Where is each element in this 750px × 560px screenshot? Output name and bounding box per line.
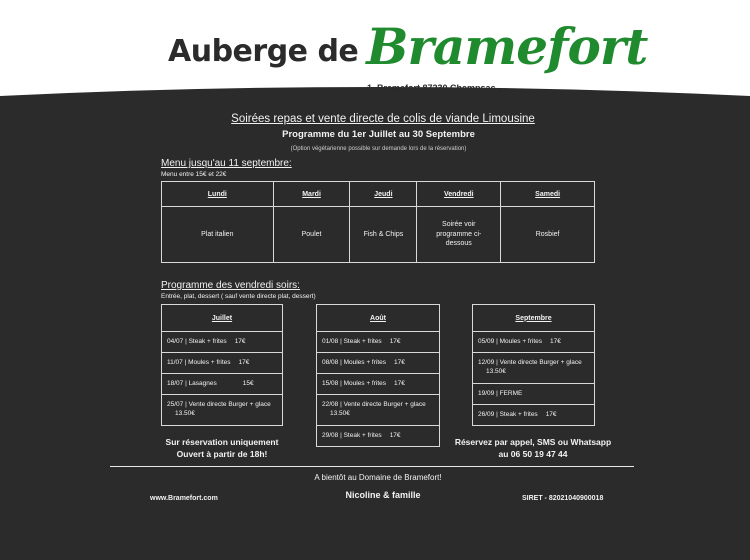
contact-note <box>455 436 611 461</box>
friday-row <box>162 374 283 395</box>
friday-dish: 19/09 | FERME <box>478 389 523 397</box>
friday-row <box>162 353 283 374</box>
friday-dish: 18/07 | Lasagnes <box>167 379 217 387</box>
contact-note-line: Réservez par appel, SMS ou Whatsapp <box>454 437 612 447</box>
friday-price: 17€ <box>550 337 561 345</box>
weekday-header: Vendredi <box>417 182 501 207</box>
address: 1, Bramefort 87230 Champsac <box>367 83 496 93</box>
friday-dish: 08/08 | Moules + frites <box>322 358 387 366</box>
weekday-dish: Plat italien <box>162 207 274 263</box>
august-table <box>316 304 440 447</box>
friday-price: 13.50€ <box>175 410 195 417</box>
friday-price: 15€ <box>242 379 254 387</box>
weekday-header: Mardi <box>273 182 350 207</box>
friday-price: 17€ <box>394 358 405 366</box>
friday-price: 13.50€ <box>330 410 350 417</box>
friday-price: 17€ <box>389 337 401 345</box>
friday-row <box>317 374 440 395</box>
friday-row <box>162 332 283 353</box>
weekday-dish: Rosbief <box>501 207 595 263</box>
program-dates: Programme du 1er Juillet au 30 Septembre <box>282 129 475 140</box>
reservation-note <box>166 436 279 461</box>
friday-row <box>317 395 440 426</box>
farewell-text: A bientôt au Domaine de Bramefort! <box>314 473 442 482</box>
weekday-dish: Poulet <box>273 207 350 263</box>
friday-dish: 12/09 | Vente directe Burger + glace <box>478 359 582 367</box>
month-header: Septembre <box>473 305 595 332</box>
friday-row <box>317 353 440 374</box>
friday-dish: 11/07 | Moules + frites <box>167 358 231 366</box>
friday-row <box>317 426 440 447</box>
friday-dish: 22/08 | Vente directe Burger + glace <box>322 401 426 409</box>
july-table <box>161 304 283 426</box>
friday-dish: 15/08 | Moules + frites <box>322 379 387 387</box>
subtitle: Soirées repas et vente directe de colis de viande Limousine <box>231 113 535 125</box>
footer-divider <box>110 466 634 467</box>
friday-price: 17€ <box>389 431 401 439</box>
friday-program-subtitle: Entrée, plat, dessert ( sauf vente directe plat, dessert) <box>161 293 316 300</box>
opening-time-line: Ouvert à partir de 18h! <box>176 449 268 460</box>
friday-row <box>317 332 440 353</box>
friday-program-title: Programme des vendredi soirs: <box>161 280 300 291</box>
friday-price: 13.50€ <box>486 368 506 375</box>
friday-price: 17€ <box>394 379 405 387</box>
signature: Nicoline & famille <box>345 490 421 500</box>
friday-row <box>162 395 283 426</box>
friday-dish: 25/07 | Vente directe Burger + glace <box>167 401 271 409</box>
phone-number: au 06 50 19 47 44 <box>498 449 568 460</box>
reservation-note-line: Sur réservation uniquement <box>165 437 279 447</box>
friday-dish: 01/08 | Steak + frites <box>322 337 382 345</box>
weekday-dish: Fish & Chips <box>350 207 417 263</box>
siret-number: SIRET - 82021040900018 <box>522 495 604 502</box>
friday-row <box>473 353 595 384</box>
friday-price: 17€ <box>545 410 557 418</box>
friday-dish: 05/09 | Moules + frites <box>478 337 543 345</box>
friday-price: 17€ <box>234 337 246 345</box>
friday-dish: 04/07 | Steak + frites <box>167 337 227 345</box>
menu-price: Menu entre 15€ et 22€ <box>161 171 227 178</box>
restaurant-title <box>168 17 648 76</box>
weekday-dish-row <box>162 207 595 263</box>
weekly-menu-table <box>161 181 595 263</box>
friday-dish: 29/08 | Steak + frites <box>322 431 382 439</box>
title-prefix: Auberge de <box>168 34 359 69</box>
weekday-header: Lundi <box>162 182 274 207</box>
title-brand-logo: Bramefort <box>366 17 648 76</box>
friday-price: 17€ <box>238 358 250 366</box>
menu-title: Menu jusqu'au 11 septembre: <box>161 158 292 169</box>
friday-row <box>473 332 595 353</box>
website-link[interactable]: www.Bramefort.com <box>150 495 218 502</box>
friday-row <box>473 384 595 405</box>
vegetarian-option-note: (Option végétarienne possible sur demande lors de la réservation) <box>290 146 467 152</box>
friday-dish: 26/09 | Steak + frites <box>478 410 538 418</box>
september-table <box>472 304 595 426</box>
month-header: Août <box>317 305 440 332</box>
weekday-header: Samedi <box>501 182 595 207</box>
weekday-dish: Soirée voir programme ci-dessous <box>417 207 501 263</box>
weekday-header-row <box>162 182 595 207</box>
month-header: Juillet <box>162 305 283 332</box>
friday-row <box>473 405 595 426</box>
weekday-header: Jeudi <box>350 182 417 207</box>
